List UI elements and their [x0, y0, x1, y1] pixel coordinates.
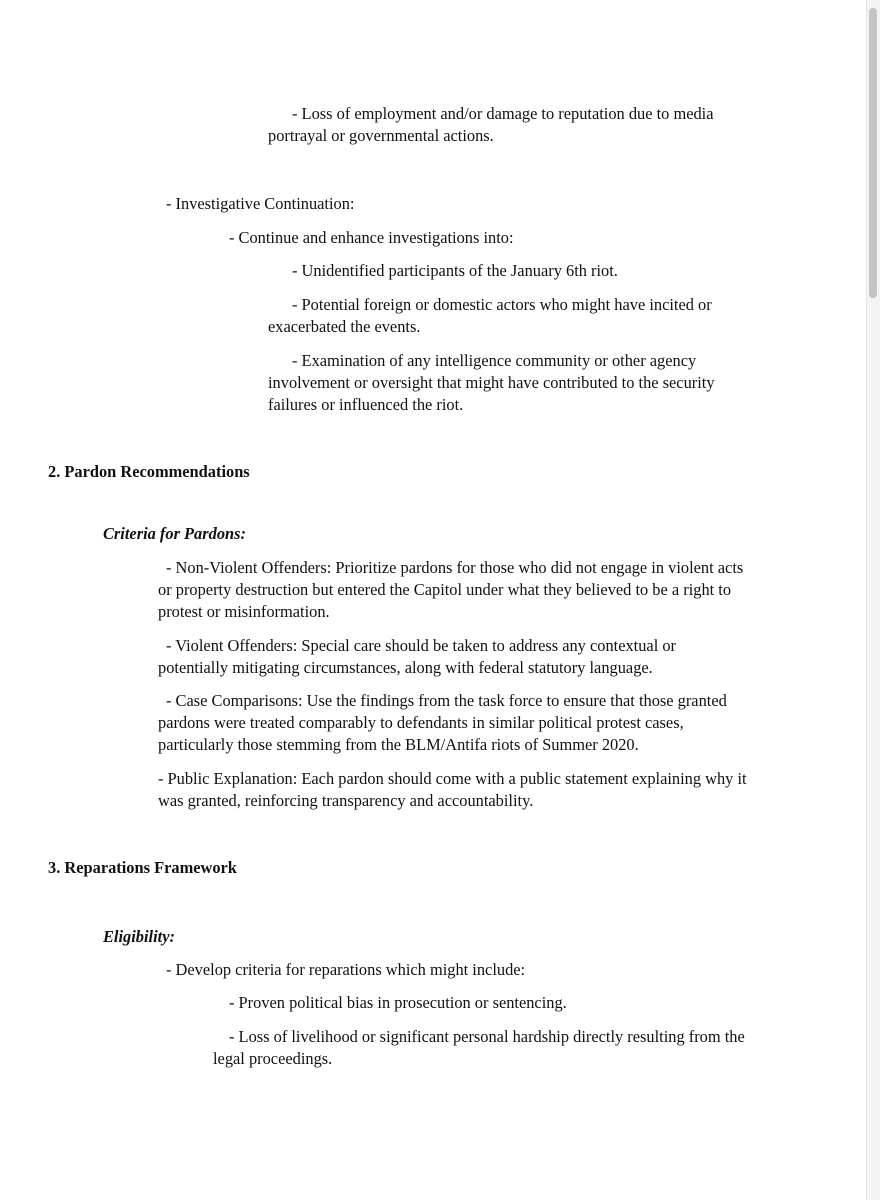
text-line: - Investigative Continuation:: [166, 194, 355, 213]
scrollbar-thumb[interactable]: [869, 8, 877, 298]
text-line: - Unidentified participants of the January 6th riot.: [292, 261, 618, 280]
text-line: protest or misinformation.: [158, 602, 330, 621]
text-line: pardons were treated comparably to defendants in similar political protest cases,: [158, 713, 684, 732]
text-line: - Loss of livelihood or significant personal hardship directly resulting from the: [229, 1027, 745, 1046]
section-heading: 2. Pardon Recommendations: [48, 462, 250, 481]
text-line: potentially mitigating circumstances, along with federal statutory language.: [158, 658, 653, 677]
text-line: legal proceedings.: [213, 1049, 333, 1068]
text-line: was granted, reinforcing transparency and accountability.: [158, 791, 534, 810]
text-line: failures or influenced the riot.: [268, 395, 464, 414]
text-line: - Continue and enhance investigations into:: [229, 228, 514, 247]
text-line: - Case Comparisons: Use the findings from the task force to ensure that those granted: [166, 691, 727, 710]
text-line: or property destruction but entered the Capitol under what they believed to be a right to: [158, 580, 732, 599]
section-subheading: Eligibility:: [103, 927, 175, 946]
text-line: - Develop criteria for reparations which might include:: [166, 960, 526, 979]
text-line: - Proven political bias in prosecution or sentencing.: [229, 993, 567, 1012]
text-line: exacerbated the events.: [268, 317, 421, 336]
vertical-scrollbar[interactable]: [866, 0, 880, 1200]
text-line: - Violent Offenders: Special care should be taken to address any contextual or: [166, 636, 676, 655]
text-line: portrayal or governmental actions.: [268, 126, 494, 145]
text-line: - Examination of any intelligence community or other agency: [292, 351, 697, 370]
text-line: - Potential foreign or domestic actors who might have incited or: [292, 295, 712, 314]
text-line: - Loss of employment and/or damage to reputation due to media: [292, 104, 714, 123]
text-line: - Public Explanation: Each pardon should come with a public statement explaining why it: [158, 769, 747, 788]
section-heading: 3. Reparations Framework: [48, 858, 237, 877]
text-line: - Non-Violent Offenders: Prioritize pardons for those who did not engage in violent acts: [166, 558, 744, 577]
section-subheading: Criteria for Pardons:: [103, 524, 246, 543]
text-line: involvement or oversight that might have contributed to the security: [268, 373, 715, 392]
text-line: particularly those stemming from the BLM/Antifa riots of Summer 2020.: [158, 735, 639, 754]
